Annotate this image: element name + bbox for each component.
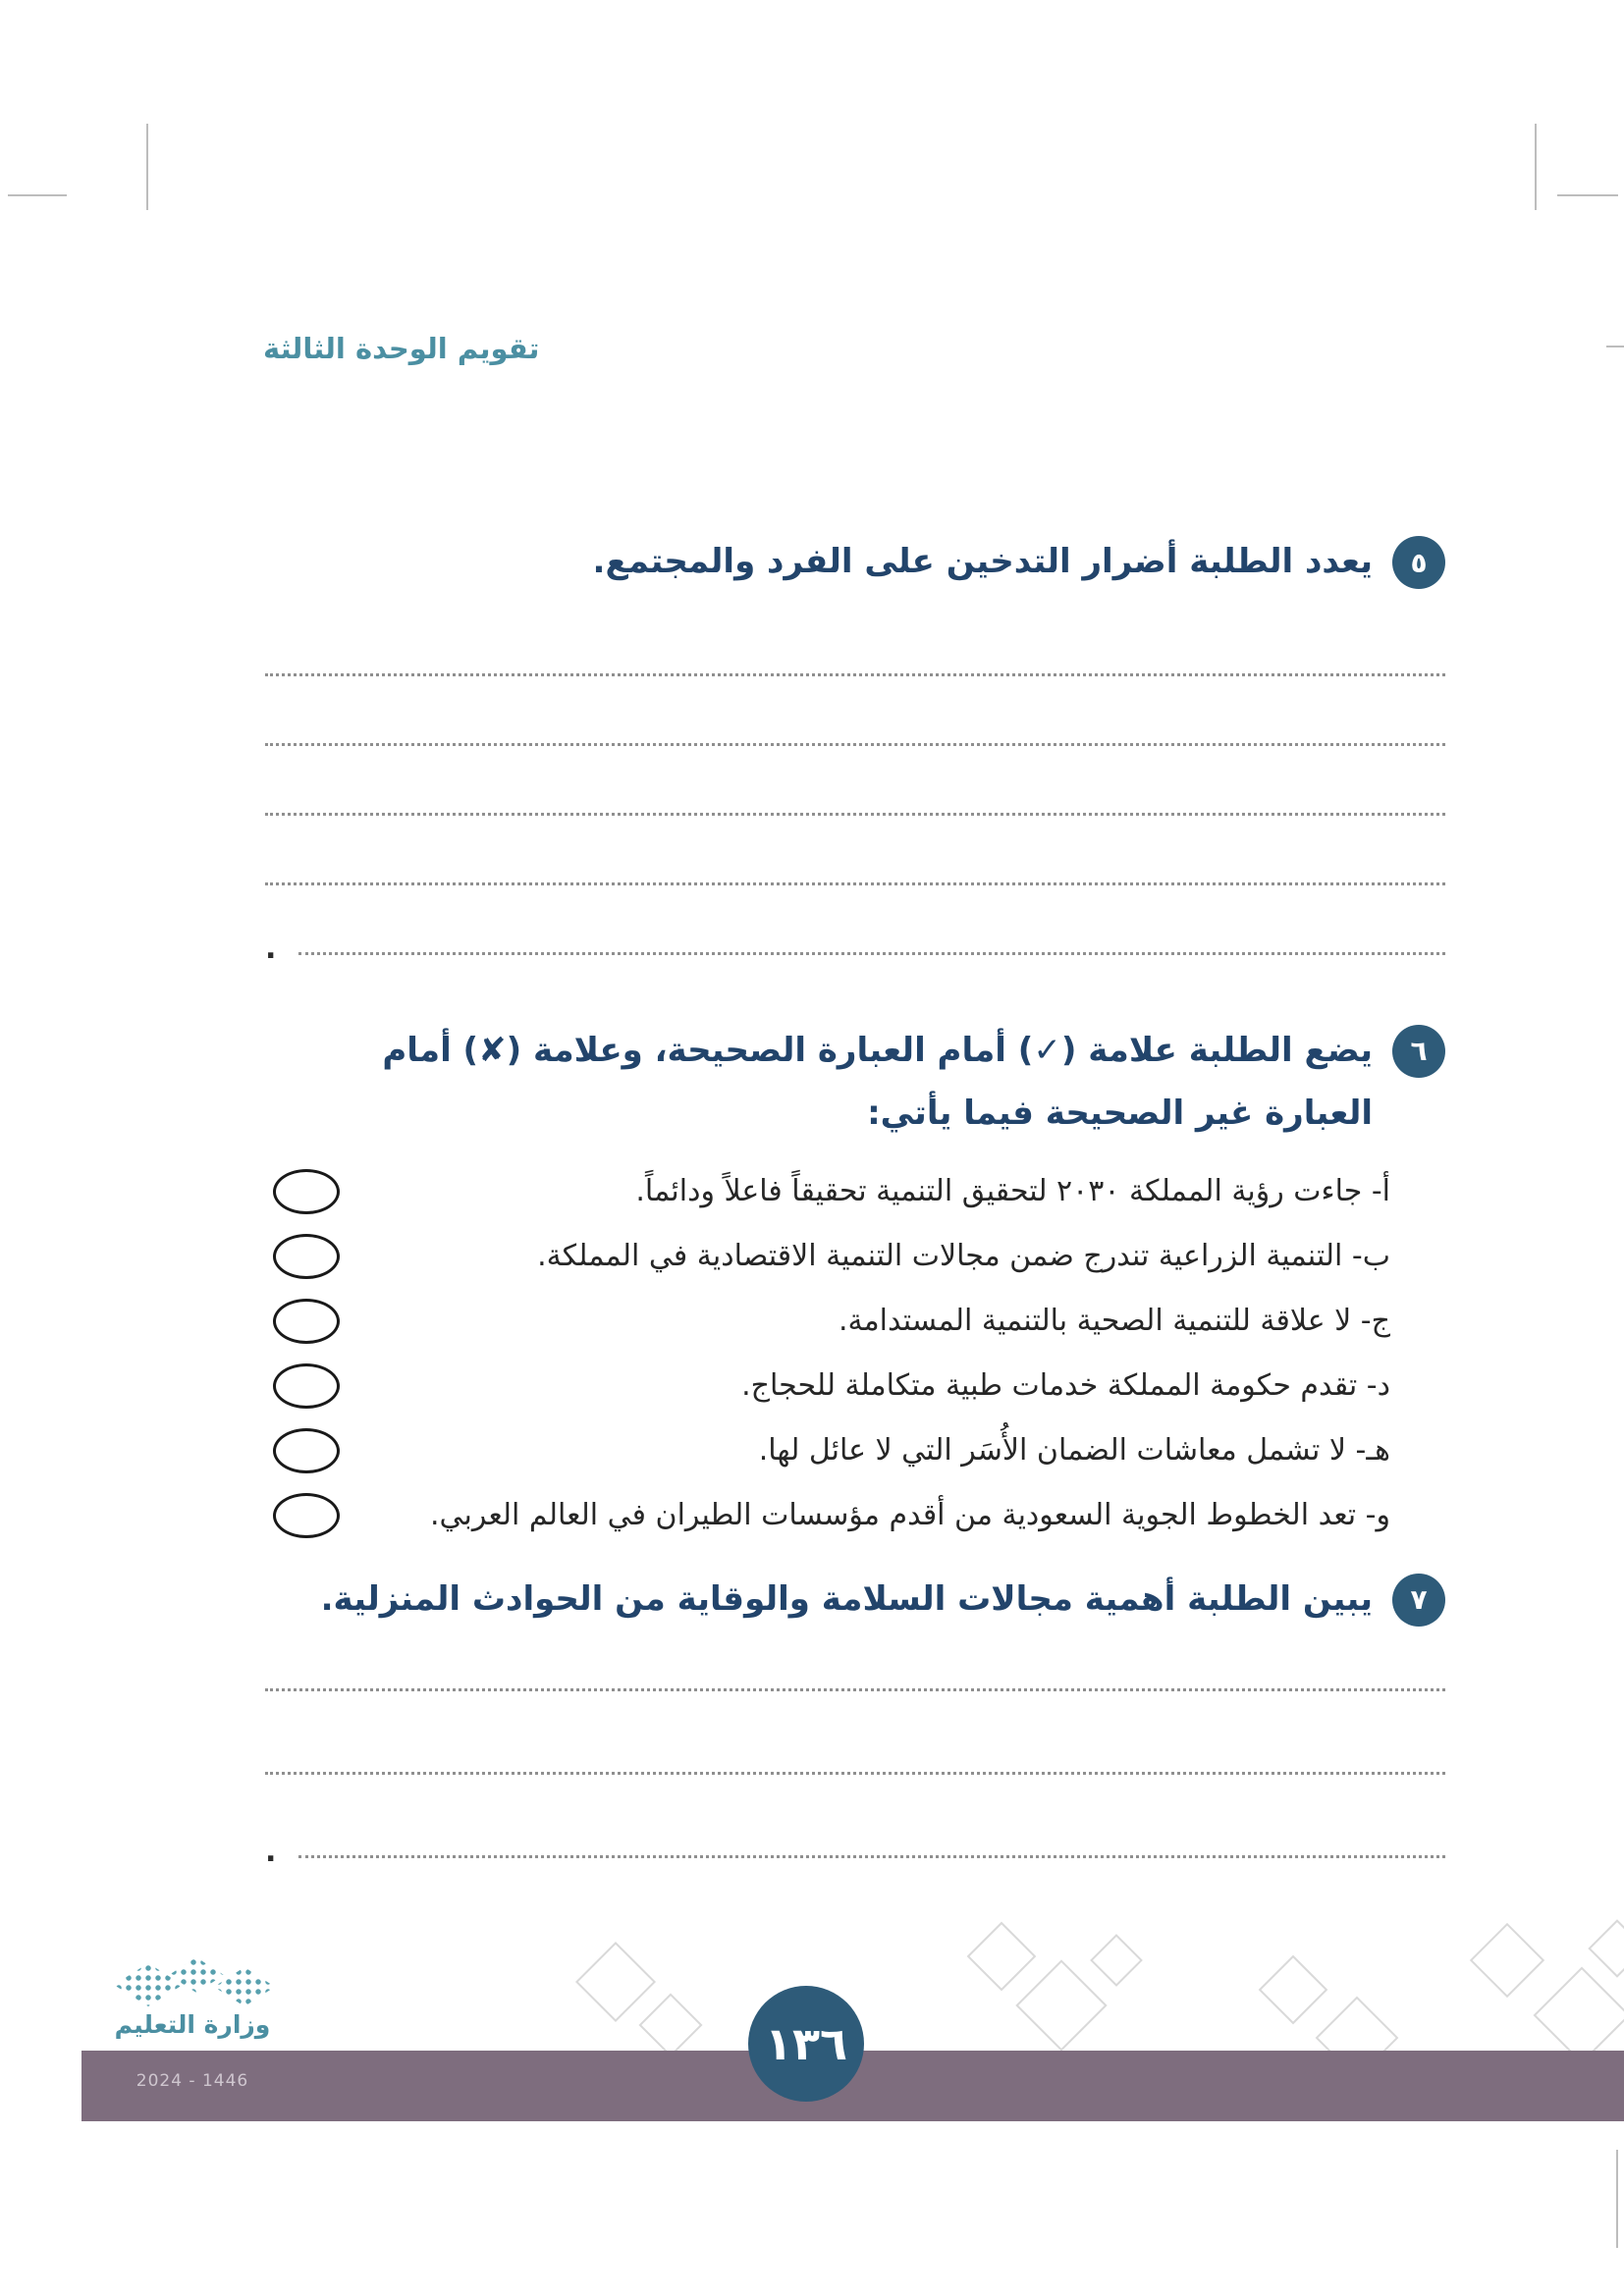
decorative-diamond-icon bbox=[1015, 1959, 1107, 2051]
answer-end-period: . bbox=[265, 1835, 277, 1870]
checklist-item bbox=[273, 1289, 1390, 1354]
crop-mark bbox=[1606, 346, 1624, 347]
ministry-logo-icon bbox=[104, 1957, 281, 2008]
answer-oval-checkbox[interactable] bbox=[273, 1169, 340, 1214]
crop-mark bbox=[1535, 124, 1537, 210]
question-text: يعدد الطلبة أضرار التدخين على الفرد والمجتمع. bbox=[592, 542, 1373, 581]
answer-oval-checkbox[interactable] bbox=[273, 1428, 340, 1473]
answer-oval-checkbox[interactable] bbox=[273, 1299, 340, 1344]
question-5-answer-area bbox=[265, 670, 1445, 966]
decorative-diamond-icon bbox=[1534, 1967, 1624, 2064]
question-number-badge: ٧ bbox=[1392, 1574, 1445, 1627]
answer-oval-checkbox[interactable] bbox=[273, 1234, 340, 1279]
decorative-diamond-icon bbox=[1090, 1934, 1143, 1987]
question-5 bbox=[265, 530, 1445, 594]
question-7 bbox=[265, 1568, 1445, 1631]
answer-oval-checkbox[interactable] bbox=[273, 1493, 340, 1538]
decorative-diamond-icon bbox=[1470, 1923, 1544, 1998]
checklist-item bbox=[273, 1418, 1390, 1483]
crop-mark bbox=[8, 194, 67, 196]
decorative-diamond-icon bbox=[638, 1993, 702, 2056]
logo-dot-pattern bbox=[114, 1963, 183, 2006]
answer-line[interactable] bbox=[265, 880, 1445, 885]
question-text: يضع الطلبة علامة (✓) أمام العبارة الصحيحة، وعلامة (✘) أمام العبارة غير الصحيحة فيما يأتي: bbox=[382, 1030, 1373, 1134]
crop-mark bbox=[1557, 194, 1618, 196]
decorative-diamond-icon bbox=[1588, 1919, 1624, 1977]
checklist-item-label: ب- التنمية الزراعية تندرج ضمن مجالات التنمية الاقتصادية في المملكة. bbox=[537, 1239, 1390, 1274]
checklist-item-label: أ- جاءت رؤية المملكة ٢٠٣٠ لتحقيق التنمية تحقيقاً فاعلاً ودائماً. bbox=[635, 1174, 1390, 1209]
question-7-answer-area bbox=[265, 1685, 1445, 1870]
answer-line[interactable] bbox=[265, 1685, 1445, 1691]
answer-line[interactable] bbox=[265, 1769, 1445, 1775]
question-number-badge: ٦ bbox=[1392, 1025, 1445, 1078]
decorative-diamond-icon bbox=[1259, 1955, 1328, 2025]
answer-oval-checkbox[interactable] bbox=[273, 1363, 340, 1409]
logo-dot-pattern bbox=[214, 1967, 275, 2006]
question-6 bbox=[265, 1019, 1445, 1146]
crop-mark bbox=[1616, 2150, 1618, 2248]
answer-line[interactable] bbox=[265, 740, 1445, 746]
checklist-item-label: د- تقدم حكومة المملكة خدمات طبية متكاملة للحجاج. bbox=[741, 1368, 1390, 1404]
ministry-logo-wordmark: وزارة التعليم bbox=[114, 2010, 271, 2039]
question-number-badge: ٥ bbox=[1392, 536, 1445, 589]
checklist-item bbox=[273, 1354, 1390, 1418]
content-area bbox=[265, 530, 1445, 1936]
question-text: يبين الطلبة أهمية مجالات السلامة والوقاية من الحوادث المنزلية. bbox=[320, 1578, 1373, 1619]
crop-mark bbox=[146, 124, 148, 210]
answer-end-period: . bbox=[265, 931, 277, 966]
answer-line[interactable] bbox=[265, 810, 1445, 816]
checklist-item bbox=[273, 1483, 1390, 1548]
ministry-logo bbox=[94, 1957, 291, 2039]
page-number-badge: ١٣٦ bbox=[748, 1986, 864, 2102]
checklist-item bbox=[273, 1159, 1390, 1224]
checklist-item bbox=[273, 1224, 1390, 1289]
edition-year-label: 2024 - 1446 bbox=[135, 2071, 249, 2091]
checklist-item-label: ج- لا علاقة للتنمية الصحية بالتنمية المستدامة. bbox=[838, 1304, 1390, 1339]
answer-line[interactable] bbox=[265, 1835, 1445, 1870]
true-false-checklist bbox=[265, 1159, 1445, 1548]
answer-line[interactable] bbox=[265, 670, 1445, 676]
unit-evaluation-header: تقويم الوحدة الثالثة bbox=[263, 332, 540, 365]
decorative-diamond-icon bbox=[575, 1942, 656, 2022]
answer-line[interactable] bbox=[265, 931, 1445, 966]
checklist-item-label: هـ- لا تشمل معاشات الضمان الأُسَر التي لا عائل لها. bbox=[758, 1433, 1390, 1468]
checklist-item-label: و- تعد الخطوط الجوية السعودية من أقدم مؤسسات الطيران في العالم العربي. bbox=[430, 1498, 1390, 1533]
